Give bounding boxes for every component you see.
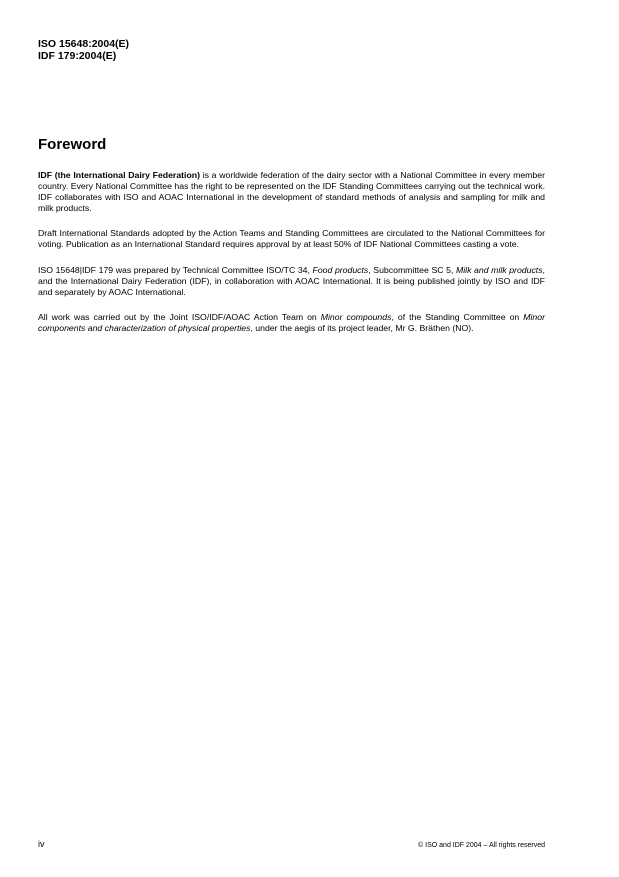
header-idf-reference: IDF 179:2004(E) [38, 50, 117, 62]
header-iso-reference: ISO 15648:2004(E) [38, 38, 130, 50]
page-title: Foreword [38, 136, 107, 153]
copyright-notice: © ISO and IDF 2004 – All rights reserved [418, 842, 545, 849]
italic-milk-products: Milk and milk products [456, 264, 543, 275]
paragraph-text: , of the Standing Committee on [391, 311, 524, 322]
paragraph-text: ISO 15648|IDF 179 was prepared by Technical Committee ISO/TC 34, [38, 264, 313, 275]
paragraph-text: , and the International Dairy Federation (IDF), in collaboration with AOAC International. It is being published jointly by ISO and IDF and separately by AOAC International. [38, 264, 545, 297]
italic-minor-compounds: Minor compounds [320, 311, 392, 322]
foreword-body [38, 170, 545, 348]
paragraph-text: is a worldwide federation of the dairy sector with a National Committee in every member country. Every National Committee has the right to be represented on the IDF Standing Committees carrying out the technical work. IDF collaborates with ISO and AOAC International in the development of standard methods of analysis and sampling for milk and milk products. [38, 170, 545, 214]
paragraph-prepared-by [38, 265, 545, 298]
italic-minor-components: Minor components and characterization of physical properties [38, 311, 545, 333]
italic-food-products: Food products [312, 264, 369, 275]
page-number: iv [38, 839, 45, 849]
paragraph-draft-standards [38, 228, 545, 250]
paragraph-text: Draft International Standards adopted by the Action Teams and Standing Committees are circulated to the National Committees for voting. Publication as an International Standard requires approval by at least 50% of IDF National Committees casting a vote. [38, 228, 545, 250]
paragraph-idf-description [38, 170, 545, 214]
paragraph-work-carried-out [38, 312, 545, 334]
paragraph-text: , Subcommittee SC 5, [368, 264, 456, 275]
paragraph-text: All work was carried out by the Joint ISO/IDF/AOAC Action Team on [38, 311, 321, 322]
document-header [38, 38, 129, 62]
paragraph-text: , under the aegis of its project leader, Mr G. Bräthen (NO). [250, 322, 474, 333]
idf-bold-lead: IDF (the International Dairy Federation) [38, 170, 200, 180]
